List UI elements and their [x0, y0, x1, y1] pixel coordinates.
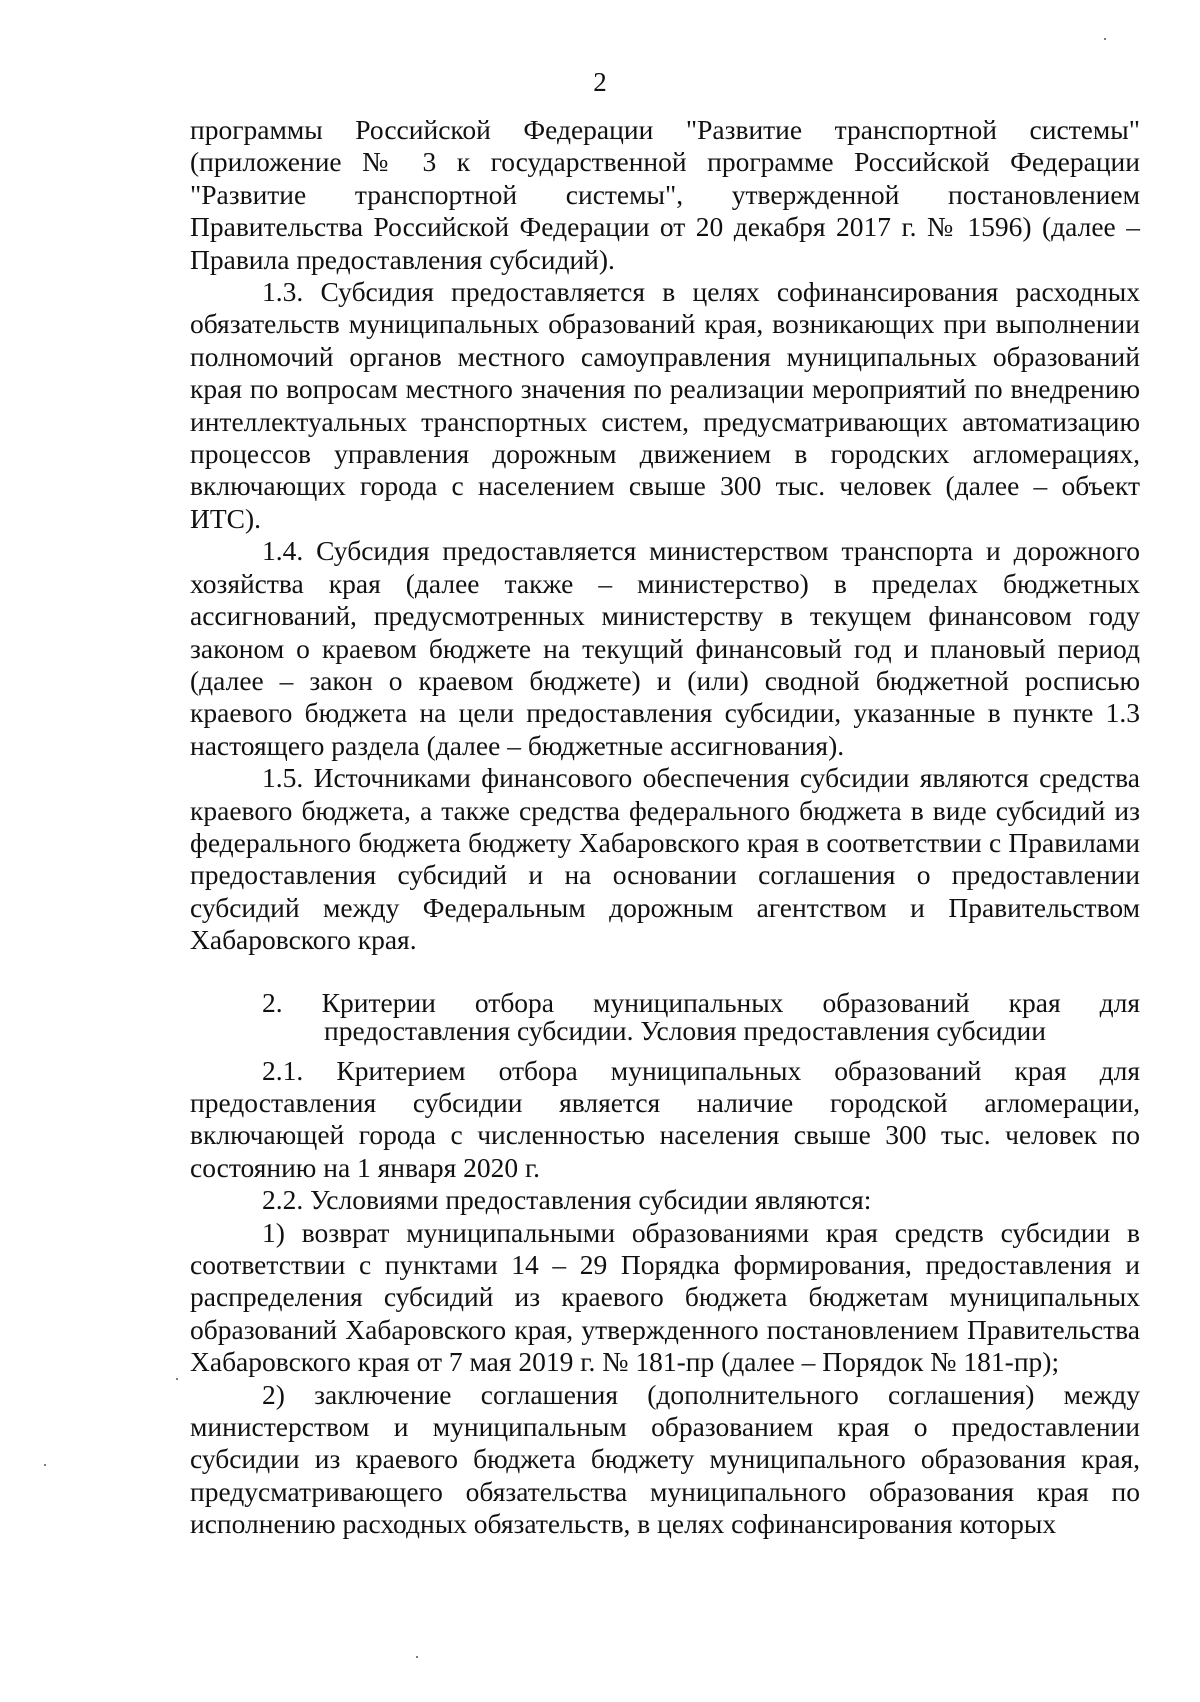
section-2-title-line-2: предоставления субсидии. Условия предоставления субсидии — [324, 1014, 1046, 1046]
section-2-title-line-1: 2. Критерии отбора муниципальных образований края для — [262, 986, 1140, 1018]
scan-speck — [1104, 38, 1106, 40]
paragraph-2-1: 2.1. Критерием отбора муниципальных образований края для предоставления субсидии является наличие городской агломерации, включающей города с численностью населения свыше 300 тыс. человек по состоянию на 1 января 2020 г. — [190, 1054, 1140, 1183]
scan-speck — [176, 1378, 178, 1380]
section-2-title — [190, 986, 1140, 1046]
paragraph-1-4: 1.4. Субсидия предоставляется министерством транспорта и дорожного хозяйства края (далее также – министерство) в пределах бюджетных ассигнований, предусмотренных министерству в текущем финансовом году законом о краевом бюджете на текущий финансовый год и плановый период (далее – закон о краевом бюджете) и (или) сводной бюджетной росписью краевого бюджета на цели предоставления субсидии, указанные в пункте 1.3 настоящего раздела (далее – бюджетные ассигнования). — [190, 535, 1140, 761]
paragraph-2-2-item-1: 1) возврат муниципальными образованиями края средств субсидии в соответствии с пунктами 14 – 29 Порядка формирования, предоставления и распределения субсидий из краевого бюджета бюджетам муниципальных образований Хабаровского края, утвержденного постановлением Правительства Хабаровского края от 7 мая 2019 г. № 181-пр (далее – Порядок № 181-пр); — [190, 1216, 1140, 1378]
page-number: 2 — [593, 67, 607, 97]
paragraph-2-2: 2.2. Условиями предоставления субсидии являются: — [262, 1184, 872, 1216]
scan-speck — [44, 1464, 46, 1466]
document-body — [190, 114, 1140, 1541]
scan-speck — [416, 1656, 418, 1658]
paragraph-1-3: 1.3. Субсидия предоставляется в целях софинансирования расходных обязательств муниципальных образований края, возникающих при выполнении полномочий органов местного самоуправления муниципальных образований края по вопросам местного значения по реализации мероприятий по внедрению интеллектуальных транспортных систем, предусматривающих автоматизацию процессов управления дорожным движением в городских агломерациях, включающих города с населением свыше 300 тыс. человек (далее – объект ИТС). — [190, 276, 1140, 534]
paragraph-2-2-item-2: 2) заключение соглашения (дополнительного соглашения) между министерством и муниципальным образованием края о предоставлении субсидии из краевого бюджета бюджету муниципального образования края, предусматривающего обязательства муниципального образования края по исполнению расходных обязательств, в целях софинансирования которых — [190, 1378, 1140, 1540]
paragraph-1-5: 1.5. Источниками финансового обеспечения субсидии являются средства краевого бюджета, а также средства федерального бюджета в виде субсидий из федерального бюджета бюджету Хабаровского края в соответствии с Правилами предоставления субсидий и на основании соглашения о предоставлении субсидий между Федеральным дорожным агентством и Правительством Хабаровского края. — [190, 762, 1140, 956]
paragraph-intro-continuation: программы Российской Федерации "Развитие транспортной системы" (приложение № 3 к государственной программе Российской Федерации "Развитие транспортной системы", утвержденной постановлением Правительства Российской Федерации от 20 декабря 2017 г. № 1596) (далее – Правила предоставления субсидий). — [190, 114, 1140, 275]
